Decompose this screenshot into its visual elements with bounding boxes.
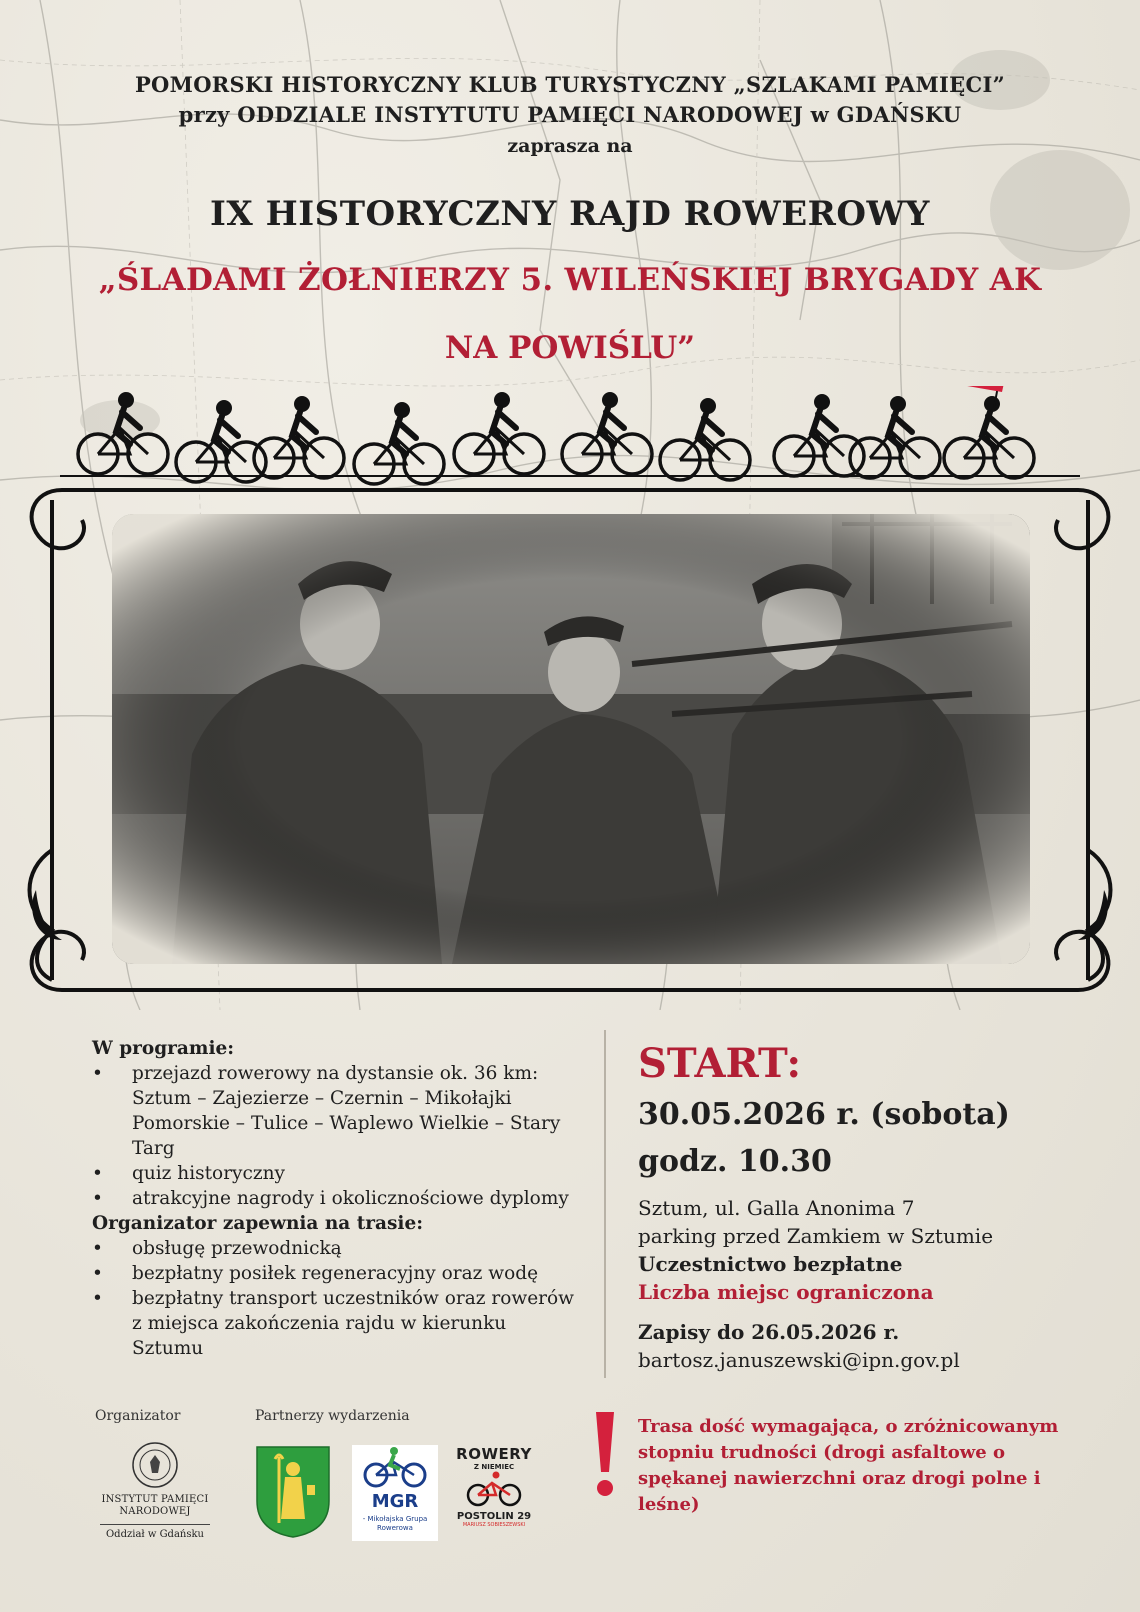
program-heading: W programie: bbox=[92, 1038, 235, 1059]
start-label: START: bbox=[638, 1040, 802, 1087]
ipn-name-line1: INSTYTUT PAMIĘCI bbox=[101, 1494, 209, 1505]
cyclist bbox=[254, 396, 344, 478]
list-item: • atrakcyjne nagrody i okolicznościowe dyplomy bbox=[92, 1186, 582, 1211]
ipn-emblem-icon bbox=[130, 1440, 180, 1490]
mgr-logo-text: MGR bbox=[371, 1491, 419, 1512]
rowery-place: POSTOLIN 29 bbox=[456, 1511, 532, 1522]
cyclist-icon bbox=[464, 1471, 524, 1507]
polish-flag-icon bbox=[944, 386, 1010, 408]
mgr-subtitle-line1: - Mikołajska Grupa bbox=[362, 1515, 428, 1523]
ipn-name-line2: NARODOWEJ bbox=[119, 1506, 191, 1517]
cyclist bbox=[454, 392, 544, 474]
list-item: • obsługę przewodnicką bbox=[92, 1236, 582, 1261]
cyclist bbox=[850, 396, 940, 478]
bicycle-icon bbox=[360, 1445, 430, 1489]
rowery-title: ROWERY bbox=[456, 1445, 532, 1463]
program-list bbox=[92, 1061, 582, 1211]
cyclist bbox=[944, 396, 1034, 478]
address-line2: parking przed Zamkiem w Sztumie bbox=[638, 1224, 994, 1248]
list-item: • quiz historyczny bbox=[92, 1161, 582, 1186]
start-info bbox=[638, 1040, 1108, 1374]
ipn-logo bbox=[100, 1440, 210, 1560]
cyclist bbox=[562, 392, 652, 474]
ipn-branch: Oddział w Gdańsku bbox=[100, 1524, 210, 1540]
mgr-logo bbox=[352, 1445, 438, 1541]
header bbox=[0, 70, 1140, 162]
mgr-subtitle-line2: Rowerowa bbox=[377, 1524, 413, 1532]
start-time: godz. 10.30 bbox=[638, 1144, 832, 1179]
club-name: POMORSKI HISTORYCZNY KLUB TURYSTYCZNY „SZLAKAMI PAMIĘCI” bbox=[134, 72, 1006, 97]
cyclist bbox=[660, 398, 750, 480]
event-subtitle-line1: „ŚLADAMI ŻOŁNIERZY 5. WILEŃSKIEJ BRYGADY AK bbox=[98, 262, 1042, 298]
invitation-text: zaprasza na bbox=[507, 135, 633, 157]
list-item: • przejazd rowerowy na dystansie ok. 36 km: Sztum – Zajezierze – Czernin – Mikołajki Pomorskie – Tulice – Waplewo Wielkie – Stary Targ bbox=[92, 1061, 582, 1161]
exclamation-icon bbox=[590, 1410, 620, 1500]
event-title: IX HISTORYCZNY RAJD ROWEROWY bbox=[210, 194, 930, 234]
route-warning: Trasa dość wymagająca, o zróżnicowanym stopniu trudności (drogi asfaltowe o spękanej nawierzchni oraz drogi polne i leśne) bbox=[638, 1416, 1059, 1515]
places-limited: Liczba miejsc ograniczona bbox=[638, 1280, 934, 1304]
institute-name: przy ODDZIALE INSTYTUTU PAMIĘCI NARODOWEJ w GDAŃSKU bbox=[178, 102, 962, 127]
partners-label: Partnerzy wydarzenia bbox=[255, 1408, 410, 1424]
cyclist bbox=[78, 392, 168, 474]
organizer-label: Organizator bbox=[95, 1408, 181, 1424]
provides-heading: Organizator zapewnia na trasie: bbox=[92, 1213, 424, 1234]
rowery-subtitle: Z NIEMIEC bbox=[473, 1463, 515, 1471]
address-line1: Sztum, ul. Galla Anonima 7 bbox=[638, 1196, 915, 1220]
rowery-logo bbox=[454, 1445, 534, 1528]
registration-deadline: Zapisy do 26.05.2026 r. bbox=[638, 1320, 900, 1344]
ornamental-frame bbox=[22, 470, 1118, 1010]
provides-list bbox=[92, 1236, 582, 1361]
event-subtitle-line2: NA POWIŚLU” bbox=[444, 330, 696, 366]
list-item: • bezpłatny posiłek regeneracyjny oraz wodę bbox=[92, 1261, 582, 1286]
rowery-owner: MARIUSZ SOBIESZEWSKI bbox=[462, 1522, 526, 1528]
start-date: 30.05.2026 r. (sobota) bbox=[638, 1097, 1010, 1132]
column-divider bbox=[604, 1030, 606, 1378]
participation-free: Uczestnictwo bezpłatne bbox=[638, 1252, 903, 1276]
program-section bbox=[92, 1036, 582, 1361]
list-item: • bezpłatny transport uczestników oraz rowerów z miejsca zakończenia rajdu w kierunku Sztumu bbox=[92, 1286, 582, 1361]
contact-email[interactable]: bartosz.januszewski@ipn.gov.pl bbox=[638, 1348, 960, 1372]
sztum-coat-of-arms bbox=[255, 1445, 331, 1543]
